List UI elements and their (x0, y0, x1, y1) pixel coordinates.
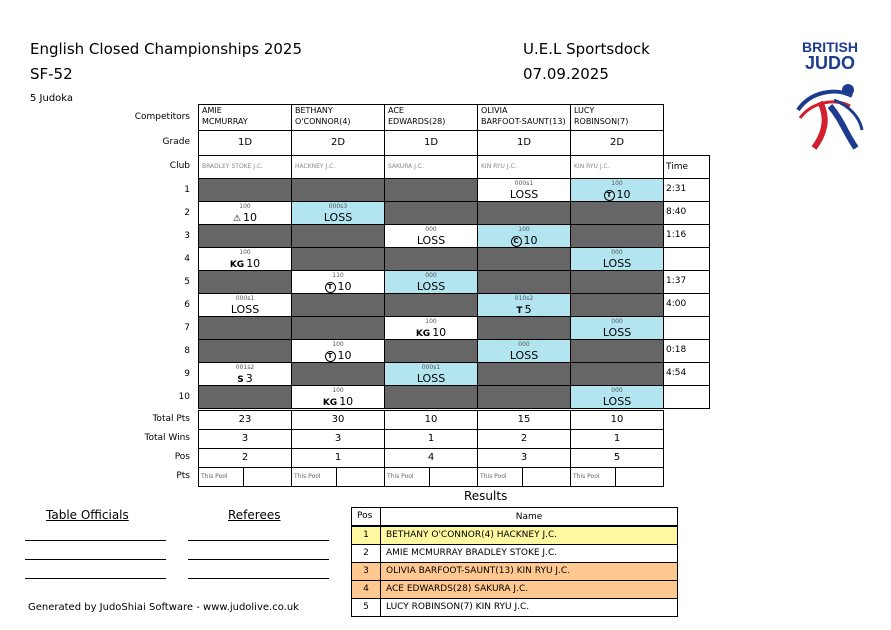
match-result: LOSS (416, 372, 446, 385)
british-judo-logo: BRITISH JUDO (790, 40, 870, 160)
total-wins-label: Total Wins (144, 433, 190, 443)
club-name: SAKURA J.C. (388, 163, 424, 170)
this-pool-points: This Pool (477, 467, 523, 487)
competitor-first-name: OLIVIA (481, 106, 508, 115)
match-cell (384, 293, 478, 317)
this-pool-points: This Pool (198, 467, 244, 487)
match-result: C 10 (478, 234, 570, 247)
match-result: LOSS (323, 211, 353, 224)
total-points: 23 (198, 410, 292, 430)
total-wins: 1 (384, 429, 478, 449)
judoka-count: 5 Judoka (30, 93, 74, 104)
match-result: LOSS (416, 280, 446, 293)
match-cell (291, 270, 385, 294)
match-cell (198, 224, 292, 248)
match-cell (570, 293, 664, 317)
club-name: HACKNEY J.C. (295, 163, 336, 170)
match-cell (198, 178, 292, 202)
time-header: Time (663, 155, 710, 179)
match-score: 001s2 (235, 364, 255, 371)
results-name-header: Name (380, 507, 678, 526)
competitor-header (570, 104, 664, 131)
total-points-box (429, 467, 478, 487)
match-score: 000 (425, 226, 437, 233)
competitor-club (291, 155, 385, 179)
competitor-club (477, 155, 571, 179)
match-time: 4:54 (663, 362, 710, 386)
results-row-pos: 2 (351, 544, 381, 563)
competitors-label: Competitors (134, 111, 190, 122)
match-cell (291, 247, 385, 271)
match-score: 100 (611, 180, 623, 187)
match-cell (477, 270, 571, 294)
signature-line (188, 540, 329, 541)
score-type-icon: T (325, 282, 336, 293)
venue: U.E.L Sportsdock (523, 40, 650, 58)
match-number: 3 (184, 231, 190, 241)
match-number: 2 (184, 208, 190, 218)
competitor-grade: 1D (384, 130, 478, 156)
match-cell (477, 201, 571, 225)
match-cell (291, 293, 385, 317)
position-label: Pos (174, 452, 190, 462)
match-cell (477, 339, 571, 363)
match-number: 5 (184, 277, 190, 287)
competitor-header (198, 104, 292, 131)
position: 1 (291, 448, 385, 468)
match-cell (198, 385, 292, 409)
referees-label: Referees (228, 508, 281, 522)
match-cell (384, 201, 478, 225)
total-points: 10 (384, 410, 478, 430)
pts-label: Pts (176, 471, 190, 481)
footer-credit: Generated by JudoShiai Software - www.judolive.co.uk (28, 602, 299, 613)
match-cell (384, 385, 478, 409)
match-cell (477, 362, 571, 386)
match-cell (384, 362, 478, 386)
score-type-icon: KG (415, 329, 431, 339)
match-cell (570, 316, 664, 340)
match-time: 8:40 (663, 201, 710, 225)
signature-line (25, 578, 166, 579)
signature-line (25, 559, 166, 560)
competitor-last-name: ROBINSON(7) (574, 117, 629, 126)
total-points-box (522, 467, 571, 487)
match-result: ⚠ 10 (232, 211, 258, 224)
results-row-pos: 1 (351, 526, 381, 545)
match-score: 100 (518, 226, 530, 233)
match-cell (570, 385, 664, 409)
match-cell (384, 339, 478, 363)
match-result: KG 10 (229, 257, 261, 270)
club-label: Club (169, 161, 190, 171)
match-result: LOSS (509, 188, 539, 201)
match-cell (291, 224, 385, 248)
match-cell (570, 362, 664, 386)
competitor-header (477, 104, 571, 131)
match-cell (198, 247, 292, 271)
competitor-last-name: MCMURRAY (202, 117, 248, 126)
match-cell (570, 270, 664, 294)
position: 3 (477, 448, 571, 468)
competitor-grade: 2D (570, 130, 664, 156)
match-score: 110 (332, 272, 344, 279)
match-cell (198, 201, 292, 225)
competitor-grade: 1D (477, 130, 571, 156)
score-type-icon: ⚠ (232, 214, 242, 224)
this-pool-points: This Pool (384, 467, 430, 487)
total-points: 15 (477, 410, 571, 430)
match-cell (384, 224, 478, 248)
match-result: T 10 (292, 280, 384, 293)
match-score: 000s1 (235, 295, 255, 302)
match-result: LOSS (602, 395, 632, 408)
match-cell (198, 316, 292, 340)
results-title: Results (464, 489, 508, 503)
results-row-name: ACE EDWARDS(28) SAKURA J.C. (380, 580, 678, 599)
match-cell (198, 339, 292, 363)
total-wins: 3 (291, 429, 385, 449)
score-type-icon: T (604, 190, 615, 201)
results-row-pos: 5 (351, 598, 381, 617)
match-cell (570, 339, 664, 363)
event-date: 07.09.2025 (523, 65, 609, 83)
match-score: 000s3 (328, 203, 348, 210)
competitor-header (291, 104, 385, 131)
match-time: 0:18 (663, 339, 710, 363)
competitor-last-name: BARFOOT-SAUNT(13) (481, 117, 566, 126)
match-time (663, 316, 710, 340)
match-time (663, 247, 710, 271)
match-cell (384, 316, 478, 340)
match-cell (570, 247, 664, 271)
match-number: 6 (184, 300, 190, 310)
results-pos-header: Pos (351, 507, 381, 526)
match-cell (477, 224, 571, 248)
match-result: T 5 (516, 303, 532, 316)
match-result: LOSS (602, 326, 632, 339)
match-time: 1:16 (663, 224, 710, 248)
this-pool-points: This Pool (291, 467, 337, 487)
match-cell (384, 247, 478, 271)
match-score: 000s1 (421, 364, 441, 371)
match-cell (384, 270, 478, 294)
match-score: 000s1 (514, 180, 534, 187)
score-type-icon: C (511, 236, 522, 247)
score-type-icon: KG (322, 398, 338, 408)
match-score: 100 (332, 341, 344, 348)
match-score: 000 (611, 318, 623, 325)
match-score: 100 (239, 249, 251, 256)
match-cell (291, 201, 385, 225)
match-cell (291, 385, 385, 409)
results-row-pos: 4 (351, 580, 381, 599)
competitor-club (570, 155, 664, 179)
match-result: KG 10 (322, 395, 354, 408)
signature-line (188, 559, 329, 560)
match-result: LOSS (416, 234, 446, 247)
competitor-club (198, 155, 292, 179)
competitor-grade: 1D (198, 130, 292, 156)
table-officials-label: Table Officials (46, 508, 129, 522)
results-row-name: AMIE MCMURRAY BRADLEY STOKE J.C. (380, 544, 678, 563)
competitor-club (384, 155, 478, 179)
score-type-icon: T (325, 351, 336, 362)
total-points: 30 (291, 410, 385, 430)
competitor-first-name: LUCY (574, 106, 595, 115)
event-title: English Closed Championships 2025 (30, 40, 303, 58)
position: 4 (384, 448, 478, 468)
club-name: KIN RYU J.C. (574, 163, 610, 170)
match-result: LOSS (509, 349, 539, 362)
match-score: 100 (425, 318, 437, 325)
match-result: T 10 (571, 188, 663, 201)
signature-line (25, 540, 166, 541)
match-cell (291, 362, 385, 386)
match-time (663, 385, 710, 409)
signature-line (188, 578, 329, 579)
match-score: 000 (611, 387, 623, 394)
match-result: T 10 (292, 349, 384, 362)
total-points: 10 (570, 410, 664, 430)
score-type-icon: S (237, 375, 244, 385)
match-cell (384, 178, 478, 202)
score-type-icon: T (516, 306, 523, 316)
total-points-box (336, 467, 385, 487)
match-score: 000 (518, 341, 530, 348)
match-score: 100 (239, 203, 251, 210)
position: 2 (198, 448, 292, 468)
match-score: 010s2 (514, 295, 534, 302)
match-time: 4:00 (663, 293, 710, 317)
competitor-last-name: EDWARDS(28) (388, 117, 446, 126)
score-type-icon: KG (229, 260, 245, 270)
match-result: LOSS (230, 303, 260, 316)
results-row-name: OLIVIA BARFOOT-SAUNT(13) KIN RYU J.C. (380, 562, 678, 581)
grade-label: Grade (162, 137, 190, 147)
match-number: 10 (178, 392, 190, 402)
match-number: 8 (184, 346, 190, 356)
judoka-emblem-icon (790, 72, 870, 156)
sheet-id: SF-52 (30, 65, 73, 83)
this-pool-points: This Pool (570, 467, 616, 487)
match-cell (477, 178, 571, 202)
match-cell (291, 178, 385, 202)
total-points-box (615, 467, 664, 487)
results-row-name: LUCY ROBINSON(7) KIN RYU J.C. (380, 598, 678, 617)
results-row-name: BETHANY O'CONNOR(4) HACKNEY J.C. (380, 526, 678, 545)
match-number: 1 (184, 185, 190, 195)
club-name: BRADLEY STOKE J.C. (202, 163, 264, 170)
match-cell (198, 270, 292, 294)
match-score: 000 (611, 249, 623, 256)
club-name: KIN RYU J.C. (481, 163, 517, 170)
match-score: 100 (332, 387, 344, 394)
results-row-pos: 3 (351, 562, 381, 581)
match-cell (570, 201, 664, 225)
match-cell (477, 247, 571, 271)
competitor-first-name: AMIE (202, 106, 222, 115)
match-cell (477, 316, 571, 340)
match-number: 4 (184, 254, 190, 264)
total-wins: 3 (198, 429, 292, 449)
match-cell (198, 293, 292, 317)
competitor-first-name: ACE (388, 106, 404, 115)
total-wins: 1 (570, 429, 664, 449)
match-number: 9 (184, 369, 190, 379)
match-time: 1:37 (663, 270, 710, 294)
match-cell (477, 385, 571, 409)
total-points-label: Total Pts (152, 414, 190, 424)
match-result: KG 10 (415, 326, 447, 339)
match-time: 2:31 (663, 178, 710, 202)
match-cell (570, 178, 664, 202)
match-result: LOSS (602, 257, 632, 270)
match-cell (570, 224, 664, 248)
competitor-first-name: BETHANY (295, 106, 333, 115)
match-cell (198, 362, 292, 386)
match-result: S 3 (237, 372, 253, 385)
competitor-grade: 2D (291, 130, 385, 156)
total-wins: 2 (477, 429, 571, 449)
competitor-last-name: O'CONNOR(4) (295, 117, 351, 126)
match-cell (291, 316, 385, 340)
competitor-header (384, 104, 478, 131)
match-score: 000 (425, 272, 437, 279)
total-points-box (243, 467, 292, 487)
match-cell (477, 293, 571, 317)
match-cell (291, 339, 385, 363)
position: 5 (570, 448, 664, 468)
match-number: 7 (184, 323, 190, 333)
